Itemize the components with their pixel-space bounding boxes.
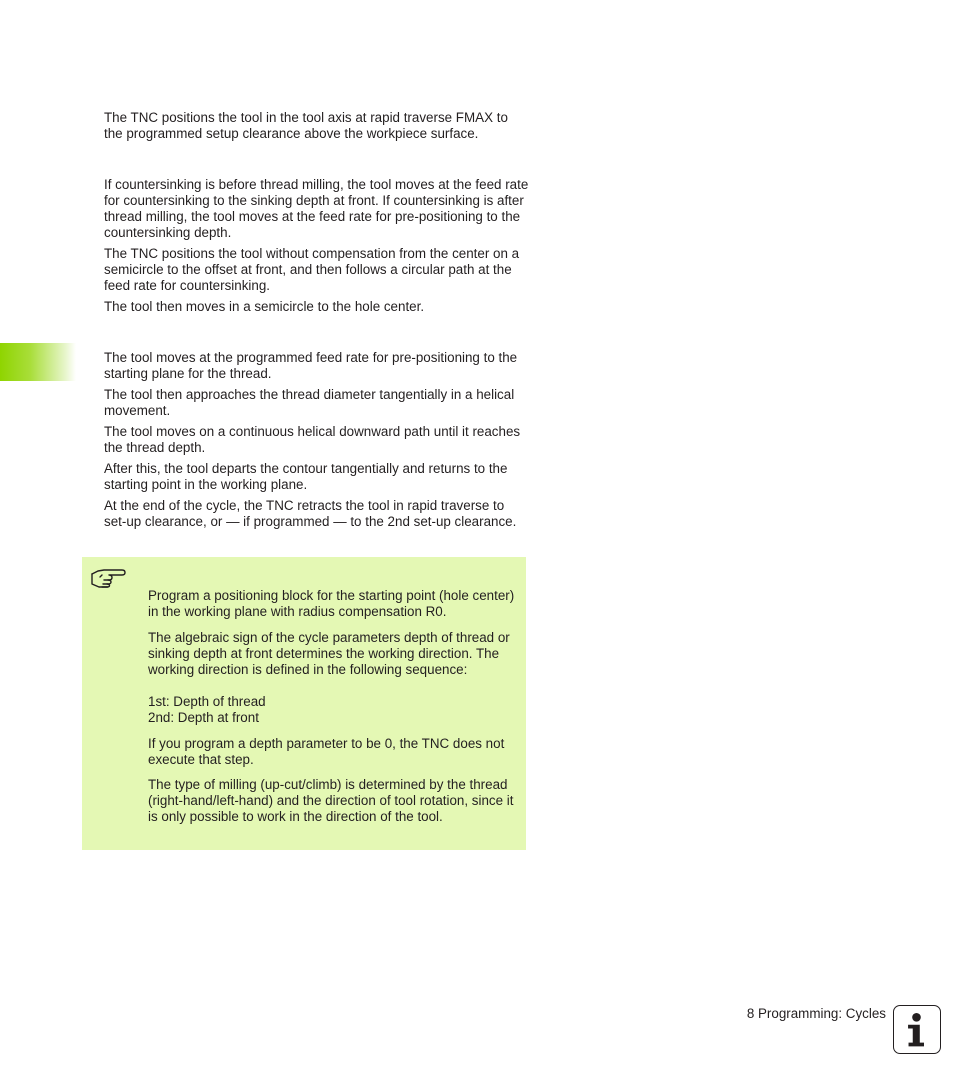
note-algebraic-sign: The algebraic sign of the cycle parameters depth of thread or sinking depth at front determines the working direction. The working direction is defined in the following sequence: [148,630,510,677]
paragraph-tool-positioning: The TNC positions the tool in the tool axis at rapid traverse FMAX to the programmed setup clearance above the workpiece surface. [104,110,508,141]
note-milling-type: The type of milling (up-cut/climb) is determined by the thread (right-hand/left-hand) and the direction of tool rotation, since it is only possible to work in the direction of the tool. [148,777,514,824]
paragraph-end-of-cycle: At the end of the cycle, the TNC retracts the tool in rapid traverse to set-up clearance, or — if programmed — to the 2nd set-up clearance. [104,498,517,529]
note-depth-zero: If you program a depth parameter to be 0, the TNC does not execute that step. [148,736,505,767]
pointing-hand-icon [90,566,128,590]
footer-chapter-title: 8 Programming: Cycles [746,1006,886,1021]
paragraph-helical-path: The tool moves on a continuous helical downward path until it reaches the thread depth. [104,424,521,455]
paragraph-hole-center: The tool then moves in a semicircle to the hole center. [104,299,425,314]
note-sequence-second: 2nd: Depth at front [148,710,259,725]
note-sequence-first: 1st: Depth of thread [148,694,266,709]
chapter-side-tab [0,343,76,381]
paragraph-tangential-approach: The tool then approaches the thread diameter tangentially in a helical movement. [104,387,515,418]
paragraph-countersinking-order: If countersinking is before thread milling, the tool moves at the feed rate for countersinking to the sinking depth at front. If countersinking is after thread milling, the tool moves at the feed rate for pre-positioning to the countersinking depth. [104,177,529,240]
paragraph-starting-plane: The tool moves at the programmed feed rate for pre-positioning to the starting plane for the thread. [104,350,518,381]
paragraph-depart-contour: After this, the tool departs the contour tangentially and returns to the starting point in the working plane. [104,461,508,492]
note-positioning-block: Program a positioning block for the starting point (hole center) in the working plane with radius compensation R0. [148,588,515,619]
paragraph-semicircle-offset: The TNC positions the tool without compensation from the center on a semicircle to the offset at front, and then follows a circular path at the feed rate for countersinking. [104,246,520,293]
info-icon [893,1005,941,1054]
note-box [82,557,526,850]
